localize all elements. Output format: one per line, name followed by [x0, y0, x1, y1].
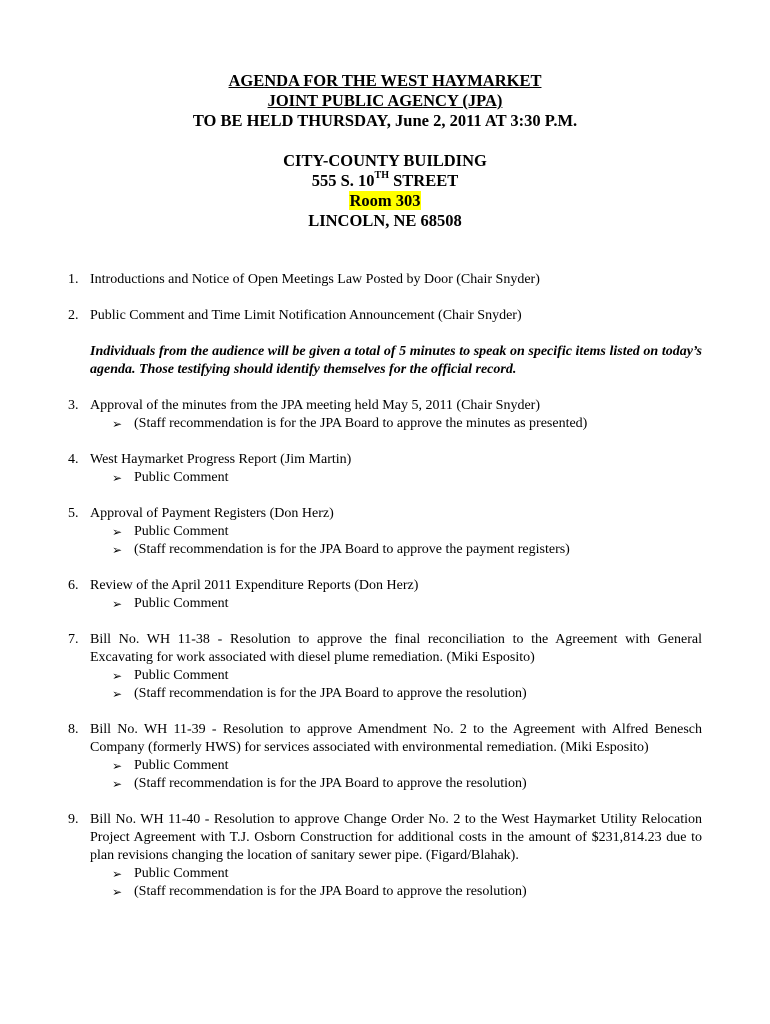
agenda-sub-item-text: Public Comment	[134, 470, 229, 485]
agenda-sub-item	[90, 415, 702, 433]
arrow-bullet-icon: ➢	[112, 867, 123, 881]
agenda-item	[68, 721, 702, 793]
agenda-item-number: 8.	[68, 722, 79, 737]
agenda-item-number: 6.	[68, 578, 79, 593]
agenda-item-text: Introductions and Notice of Open Meetings Law Posted by Door (Chair Snyder)	[90, 272, 540, 287]
agenda-item-text: Bill No. WH 11-39 - Resolution to approve Amendment No. 2 to the Agreement with Alfred Benesch Company (formerly HWS) for services associated with environmental remediation. (Miki Esposito)	[90, 722, 702, 755]
agenda-sub-item-text: (Staff recommendation is for the JPA Board to approve the minutes as presented)	[134, 416, 588, 431]
agenda-title-line3: TO BE HELD THURSDAY, June 2, 2011 AT 3:30 P.M.	[192, 111, 578, 130]
arrow-bullet-icon: ➢	[112, 417, 123, 431]
arrow-bullet-icon: ➢	[112, 759, 123, 773]
agenda-item	[68, 451, 702, 487]
room-number-highlight: Room 303	[349, 191, 421, 210]
agenda-item-text: Public Comment and Time Limit Notification Announcement (Chair Snyder)	[90, 308, 522, 323]
agenda-sub-item-text: Public Comment	[134, 866, 229, 881]
agenda-sub-item-text: Public Comment	[134, 596, 229, 611]
agenda-sub-item-text: Public Comment	[134, 668, 229, 683]
agenda-item-text: Approval of the minutes from the JPA meeting held May 5, 2011 (Chair Snyder)	[90, 398, 541, 413]
arrow-bullet-icon: ➢	[112, 669, 123, 683]
arrow-bullet-icon: ➢	[112, 471, 123, 485]
street-suffix: STREET	[389, 171, 459, 190]
agenda-item-number: 5.	[68, 506, 79, 521]
agenda-item-number: 2.	[68, 308, 79, 323]
arrow-bullet-icon: ➢	[112, 597, 123, 611]
arrow-bullet-icon: ➢	[112, 777, 123, 791]
agenda-sub-item-text: (Staff recommendation is for the JPA Board to approve the resolution)	[134, 776, 527, 791]
street-number: 555 S. 10	[311, 171, 375, 190]
agenda-sub-item	[90, 775, 702, 793]
agenda-sub-item	[90, 541, 702, 559]
agenda-item-text: Bill No. WH 11-38 - Resolution to approve the final reconciliation to the Agreement with General Excavating for work associated with diesel plume remediation. (Miki Esposito)	[90, 632, 702, 665]
agenda-item	[68, 811, 702, 901]
agenda-sub-item	[90, 757, 702, 775]
street-address	[0, 171, 770, 191]
agenda-title-block	[0, 71, 770, 131]
agenda-sub-item	[90, 667, 702, 685]
location-block	[0, 151, 770, 231]
agenda-sub-item	[90, 685, 702, 703]
agenda-item-number: 7.	[68, 632, 79, 647]
agenda-sub-item-text: Public Comment	[134, 758, 229, 773]
building-name: CITY-COUNTY BUILDING	[283, 151, 487, 170]
agenda-item	[68, 505, 702, 559]
room-line	[0, 191, 770, 211]
agenda-sub-item-text: (Staff recommendation is for the JPA Board to approve the payment registers)	[134, 542, 570, 557]
agenda-item	[68, 271, 702, 289]
agenda-sub-item-text: Public Comment	[134, 524, 229, 539]
agenda-item-text: West Haymarket Progress Report (Jim Martin)	[90, 452, 352, 467]
city-line: LINCOLN, NE 68508	[308, 211, 462, 230]
agenda-item-number: 1.	[68, 272, 79, 287]
agenda-sub-item	[90, 595, 702, 613]
agenda-item	[68, 397, 702, 433]
agenda-item-number: 4.	[68, 452, 79, 467]
agenda-item	[68, 631, 702, 703]
agenda-item	[68, 577, 702, 613]
agenda-sub-item	[90, 469, 702, 487]
agenda-item-number: 3.	[68, 398, 79, 413]
agenda-sub-item	[90, 523, 702, 541]
agenda-item-text: Bill No. WH 11-40 - Resolution to approve Change Order No. 2 to the West Haymarket Utility Relocation Project Agreement with T.J. Osborn Construction for additional costs in the amount of $231,814.23 due to plan revisions changing the location of sanitary sewer pipe. (Figard/Blahak).	[90, 812, 702, 863]
agenda-sub-item-text: (Staff recommendation is for the JPA Board to approve the resolution)	[134, 884, 527, 899]
agenda-item	[68, 307, 702, 379]
agenda-item-note: Individuals from the audience will be given a total of 5 minutes to speak on specific items listed on today’s agenda. Those testifying should identify themselves for the official record.	[90, 344, 702, 377]
arrow-bullet-icon: ➢	[112, 543, 123, 557]
agenda-items-list	[68, 271, 702, 919]
agenda-item-number: 9.	[68, 812, 79, 827]
agenda-sub-item	[90, 865, 702, 883]
agenda-item-text: Approval of Payment Registers (Don Herz)	[90, 506, 334, 521]
arrow-bullet-icon: ➢	[112, 525, 123, 539]
arrow-bullet-icon: ➢	[112, 885, 123, 899]
arrow-bullet-icon: ➢	[112, 687, 123, 701]
street-ordinal: TH	[374, 169, 389, 181]
agenda-sub-item	[90, 883, 702, 901]
agenda-sub-item-text: (Staff recommendation is for the JPA Board to approve the resolution)	[134, 686, 527, 701]
agenda-item-text: Review of the April 2011 Expenditure Reports (Don Herz)	[90, 578, 419, 593]
agenda-title-line1: AGENDA FOR THE WEST HAYMARKET	[228, 71, 542, 90]
agenda-title-line2: JOINT PUBLIC AGENCY (JPA)	[267, 91, 503, 110]
